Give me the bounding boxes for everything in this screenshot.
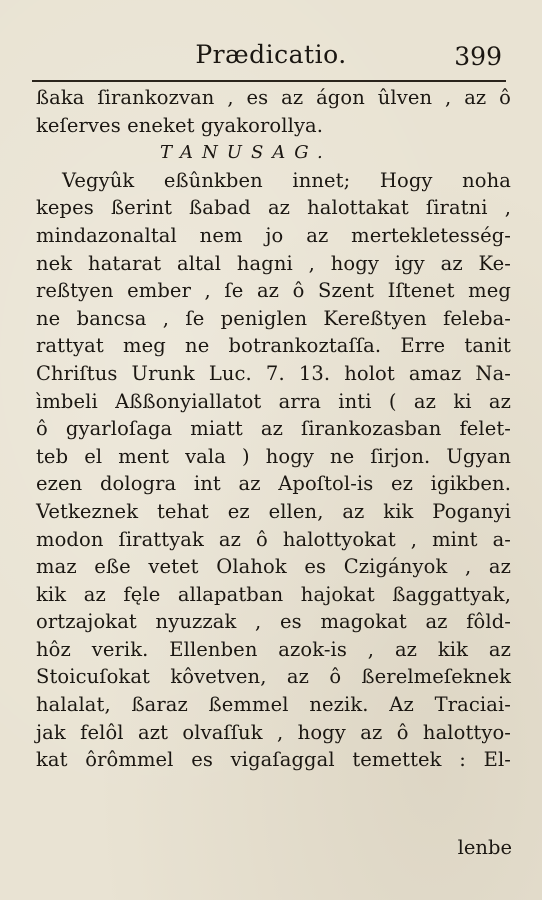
text-line: Vetkeznek tehat ez ellen, az kik Poganyi [36, 499, 511, 523]
text-line: mindazonaltal nem jo az mertekletesség- [36, 223, 511, 247]
text-line: kepes ßerint ßabad az halottakat ſiratni , [36, 196, 511, 220]
section-heading: TANUSAG. [160, 142, 332, 164]
page-header [36, 40, 506, 78]
text-line: nek hatarat altal hagni , hogy igy az Ke- [36, 251, 511, 275]
text-line: keſerves eneket gyakorollya. [36, 113, 324, 137]
text-line: ortzajokat nyuzzak , es magokat az fôld- [36, 610, 511, 634]
text-line: ßaka ſirankozvan , es az ágon ûlven , az ô [36, 86, 511, 109]
text-line: hôz verik. Ellenben azok-is , az kik az [36, 637, 511, 661]
text-line: ìmbeli Aßßonyiallatot arra inti ( az ki az [36, 389, 511, 413]
text-line: ô gyarloſaga miatt az ſirankozasban felet- [36, 417, 511, 441]
text-line: Chriſtus Urunk Luc. 7. 13. holot amaz Na- [36, 361, 511, 385]
page-number: 399 [454, 42, 502, 71]
catchword: lenbe [457, 836, 512, 859]
text-line: rattyat meg ne botrankoztaſſa. Erre tanit [36, 334, 511, 358]
text-line: kik az fęle allapatban hajokat ßaggattyak, [36, 582, 511, 606]
text-line: Vegyûk eßûnkben innet; Hogy noha [62, 168, 511, 192]
text-line: modon ſirattyak az ô halottyokat , mint a- [36, 527, 511, 551]
body-text [36, 84, 511, 774]
text-line: ne bancsa , ſe peniglen Kereßtyen feleba- [36, 306, 511, 330]
text-line: teb el ment vala ) hogy ne ſirjon. Ugyan [36, 444, 511, 468]
header-rule [32, 80, 506, 82]
running-title: Prædicatio. [195, 40, 347, 69]
text-line: halalat, ßaraz ßemmel nezik. Az Traciai- [36, 693, 511, 717]
text-line: reßtyen ember , ſe az ô Szent Iſtenet meg [36, 279, 511, 303]
text-line: ezen dologra int az Apoſtol-is ez igikben. [36, 472, 511, 496]
text-line: kat ôrômmel es vigaſaggal temettek : El- [36, 748, 511, 772]
text-line: maz eße vetet Olahok es Czigányok , az [36, 555, 511, 579]
text-line: jak felôl azt olvaſſuk , hogy az ô halottyo- [36, 720, 511, 744]
text-line: Stoicuſokat kôvetven, az ô ßerelmeſeknek [36, 665, 511, 689]
